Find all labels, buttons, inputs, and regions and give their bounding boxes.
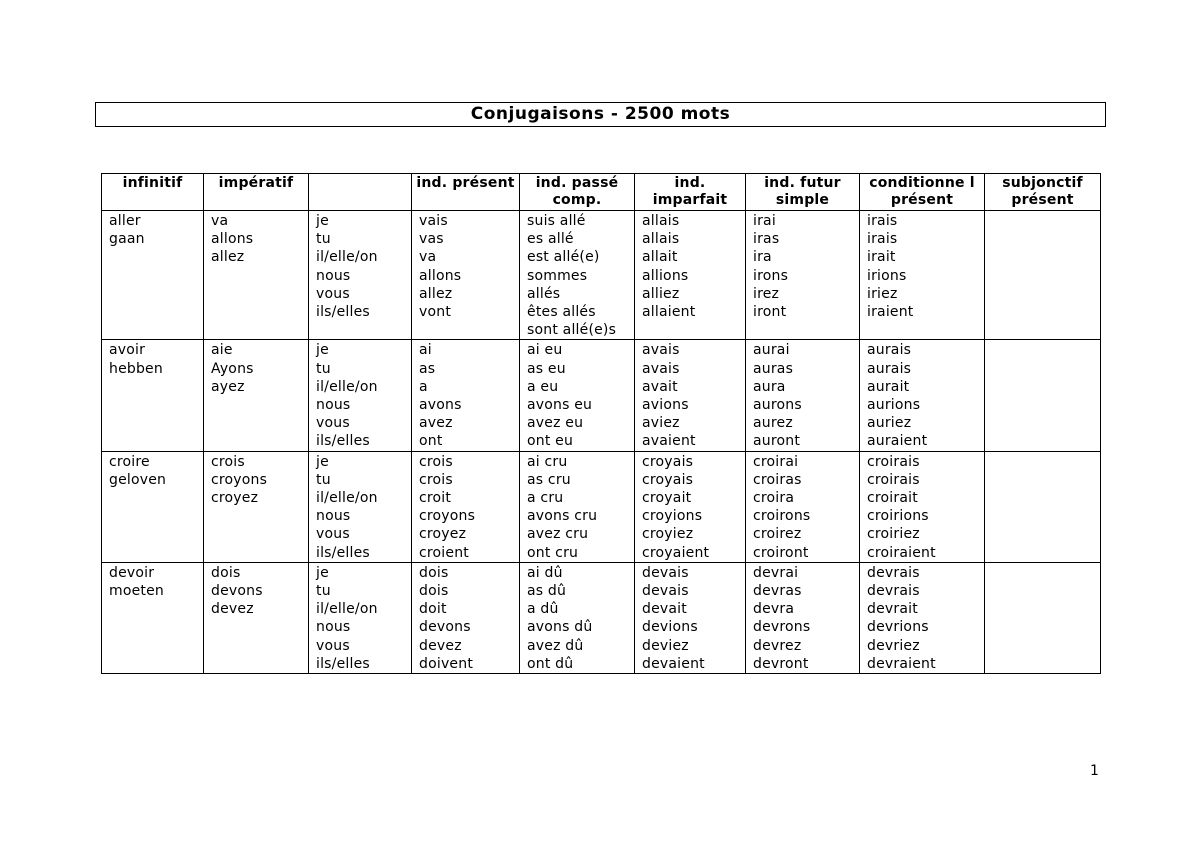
cell-line: ils/elles — [316, 433, 370, 450]
cell-line: ont cru — [527, 544, 579, 561]
cell-line: croyons — [419, 508, 476, 525]
cell-line: croirais — [867, 453, 920, 470]
cell-line: croiriez — [867, 526, 920, 543]
cell-line: allait — [642, 249, 678, 266]
cell-ind-passe-comp — [520, 451, 635, 562]
cell-pronoun — [309, 211, 412, 340]
cell-line: devions — [642, 619, 698, 636]
cell-line: devoir — [109, 564, 155, 581]
cell-line: as dû — [527, 583, 567, 600]
conjugation-table-body — [102, 211, 1101, 674]
cell-line: crois — [419, 453, 453, 470]
cell-line: avons — [419, 397, 462, 414]
cell-line: devrais — [867, 583, 920, 600]
cell-line: aurai — [753, 342, 790, 359]
cell-ind-imparfait — [635, 340, 746, 451]
cell-subjonctif-present — [985, 451, 1101, 562]
cell-line: devra — [753, 601, 795, 618]
cell-line: allez — [211, 249, 245, 266]
cell-line: a — [419, 378, 428, 395]
cell-line: Ayons — [211, 360, 254, 377]
cell-line: a cru — [527, 490, 564, 507]
cell-line: a dû — [527, 601, 559, 618]
cell-line: croyez — [419, 526, 467, 543]
header-subjonctif-present: subjonctif présent — [985, 174, 1101, 211]
cell-line: nous — [316, 267, 351, 284]
table-row — [102, 340, 1101, 451]
cell-line: ils/elles — [316, 655, 370, 672]
cell-line: devrait — [867, 601, 918, 618]
cell-line: irions — [867, 267, 907, 284]
document-title: Conjugaisons - 2500 mots — [95, 102, 1106, 127]
cell-imperatif — [204, 340, 309, 451]
cell-line: aurais — [867, 360, 912, 377]
cell-line: ont — [419, 433, 443, 450]
cell-line: je — [316, 453, 329, 470]
cell-line: devront — [753, 655, 809, 672]
cell-line: est allé(e) — [527, 249, 600, 266]
cell-line: moeten — [109, 583, 164, 600]
cell-line: as eu — [527, 360, 566, 377]
cell-subjonctif-present — [985, 562, 1101, 673]
cell-imperatif — [204, 211, 309, 340]
cell-line: a eu — [527, 378, 559, 395]
cell-line: croyaient — [642, 544, 710, 561]
cell-line: aurez — [753, 415, 793, 432]
header-conditionnel-present: conditionne l présent — [860, 174, 985, 211]
cell-line: irait — [867, 249, 896, 266]
cell-line: irons — [753, 267, 789, 284]
cell-line: croyais — [642, 471, 694, 488]
header-ind-passe-comp: ind. passé comp. — [520, 174, 635, 211]
table-row — [102, 562, 1101, 673]
cell-line: croirais — [867, 471, 920, 488]
cell-line: es allé — [527, 231, 574, 248]
cell-line: devriez — [867, 637, 920, 654]
cell-line: aie — [211, 342, 233, 359]
cell-line: allons — [211, 231, 254, 248]
header-pronoun — [309, 174, 412, 211]
cell-line: croira — [753, 490, 795, 507]
cell-line: nous — [316, 397, 351, 414]
cell-line: iras — [753, 231, 780, 248]
cell-line: devrions — [867, 619, 929, 636]
cell-line: aurais — [867, 342, 912, 359]
cell-line: il/elle/on — [316, 490, 378, 507]
cell-ind-imparfait — [635, 451, 746, 562]
header-infinitif: infinitif — [102, 174, 204, 211]
cell-line: avoir — [109, 342, 146, 359]
cell-line: ai cru — [527, 453, 568, 470]
cell-line: croient — [419, 544, 469, 561]
cell-line: tu — [316, 471, 331, 488]
cell-line: croiras — [753, 471, 802, 488]
cell-imperatif — [204, 451, 309, 562]
cell-line: croirait — [867, 490, 918, 507]
cell-line: croyons — [211, 471, 268, 488]
cell-line: il/elle/on — [316, 249, 378, 266]
cell-line: avait — [642, 378, 678, 395]
cell-line: devraient — [867, 655, 936, 672]
cell-line: ai eu — [527, 342, 563, 359]
cell-infinitif — [102, 562, 204, 673]
cell-line: auraient — [867, 433, 928, 450]
cell-line: va — [211, 213, 229, 229]
cell-line: allaient — [642, 304, 696, 321]
cell-line: ils/elles — [316, 304, 370, 321]
cell-line: auront — [753, 433, 801, 450]
cell-line: deviez — [642, 637, 689, 654]
cell-ind-present — [412, 562, 520, 673]
cell-line: devais — [642, 583, 689, 600]
cell-line: croirez — [753, 526, 802, 543]
cell-line: aurait — [867, 378, 910, 395]
cell-ind-futur-simple — [746, 562, 860, 673]
cell-ind-present — [412, 340, 520, 451]
cell-line: avions — [642, 397, 689, 414]
cell-line: iront — [753, 304, 787, 321]
cell-line: crois — [211, 453, 245, 470]
cell-subjonctif-present — [985, 340, 1101, 451]
cell-line: il/elle/on — [316, 601, 378, 618]
cell-line: aurions — [867, 397, 921, 414]
cell-line: ai dû — [527, 564, 563, 581]
cell-line: je — [316, 342, 329, 359]
table-row — [102, 211, 1101, 340]
cell-line: dois — [419, 564, 449, 581]
cell-ind-imparfait — [635, 562, 746, 673]
cell-line: nous — [316, 508, 351, 525]
cell-line: dois — [211, 564, 241, 581]
table-row — [102, 451, 1101, 562]
cell-line: devrons — [753, 619, 811, 636]
cell-ind-imparfait — [635, 211, 746, 340]
cell-line: allais — [642, 231, 680, 248]
cell-line: allés — [527, 285, 561, 302]
cell-line: devais — [642, 564, 689, 581]
cell-line: tu — [316, 231, 331, 248]
cell-line: devait — [642, 601, 687, 618]
page-number: 1 — [1090, 763, 1099, 779]
cell-line: je — [316, 564, 329, 581]
cell-line: devez — [211, 601, 254, 618]
cell-line: croiraient — [867, 544, 936, 561]
cell-line: gaan — [109, 231, 145, 248]
cell-line: auriez — [867, 415, 912, 432]
header-ind-imparfait: ind. imparfait — [635, 174, 746, 211]
cell-line: va — [419, 249, 437, 266]
cell-line: ils/elles — [316, 544, 370, 561]
cell-line: allez — [419, 285, 453, 302]
cell-line: devrai — [753, 564, 799, 581]
cell-imperatif — [204, 562, 309, 673]
cell-conditionnel-present — [860, 562, 985, 673]
cell-line: il/elle/on — [316, 378, 378, 395]
cell-line: vais — [419, 213, 448, 229]
cell-conditionnel-present — [860, 211, 985, 340]
cell-pronoun — [309, 562, 412, 673]
cell-line: irai — [753, 213, 776, 229]
cell-line: aura — [753, 378, 786, 395]
cell-line: irais — [867, 231, 898, 248]
cell-line: ont eu — [527, 433, 574, 450]
cell-line: croirons — [753, 508, 811, 525]
cell-line: tu — [316, 583, 331, 600]
cell-line: doivent — [419, 655, 474, 672]
cell-line: croyais — [642, 453, 694, 470]
cell-infinitif — [102, 211, 204, 340]
cell-line: irez — [753, 285, 780, 302]
cell-line: croyez — [211, 490, 259, 507]
cell-infinitif — [102, 451, 204, 562]
cell-line: sont allé(e)s — [527, 322, 617, 339]
cell-subjonctif-present — [985, 211, 1101, 340]
cell-line: vas — [419, 231, 444, 248]
cell-ind-passe-comp — [520, 211, 635, 340]
cell-line: avais — [642, 360, 680, 377]
cell-pronoun — [309, 340, 412, 451]
cell-line: aller — [109, 213, 141, 229]
cell-line: croiront — [753, 544, 809, 561]
cell-line: avaient — [642, 433, 696, 450]
cell-line: devaient — [642, 655, 705, 672]
cell-line: sommes — [527, 267, 588, 284]
cell-line: aviez — [642, 415, 680, 432]
cell-line: croyait — [642, 490, 692, 507]
cell-infinitif — [102, 340, 204, 451]
cell-line: allions — [642, 267, 689, 284]
cell-line: avez dû — [527, 637, 584, 654]
cell-line: croyiez — [642, 526, 694, 543]
cell-line: croirions — [867, 508, 929, 525]
cell-line: devrez — [753, 637, 802, 654]
cell-line: avez cru — [527, 526, 589, 543]
cell-line: crois — [419, 471, 453, 488]
cell-line: ira — [753, 249, 772, 266]
cell-line: dois — [419, 583, 449, 600]
cell-line: ont dû — [527, 655, 574, 672]
cell-line: nous — [316, 619, 351, 636]
cell-line: vous — [316, 526, 350, 543]
cell-line: aurons — [753, 397, 802, 414]
cell-line: vont — [419, 304, 452, 321]
cell-ind-futur-simple — [746, 451, 860, 562]
cell-line: as cru — [527, 471, 571, 488]
cell-conditionnel-present — [860, 340, 985, 451]
cell-line: doit — [419, 601, 447, 618]
cell-line: croire — [109, 453, 150, 470]
cell-ind-passe-comp — [520, 562, 635, 673]
cell-line: croit — [419, 490, 452, 507]
cell-line: avons cru — [527, 508, 598, 525]
cell-line: avez — [419, 415, 453, 432]
cell-line: vous — [316, 415, 350, 432]
header-imperatif: impératif — [204, 174, 309, 211]
cell-line: suis allé — [527, 213, 586, 229]
cell-ind-present — [412, 451, 520, 562]
cell-line: devrais — [867, 564, 920, 581]
cell-line: devras — [753, 583, 802, 600]
cell-ind-futur-simple — [746, 211, 860, 340]
cell-line: devons — [419, 619, 471, 636]
cell-line: vous — [316, 285, 350, 302]
cell-ind-present — [412, 211, 520, 340]
cell-pronoun — [309, 451, 412, 562]
cell-conditionnel-present — [860, 451, 985, 562]
cell-line: croirai — [753, 453, 799, 470]
cell-line: allais — [642, 213, 680, 229]
cell-line: devez — [419, 637, 462, 654]
cell-line: croyions — [642, 508, 703, 525]
cell-line: auras — [753, 360, 794, 377]
header-ind-present: ind. présent — [412, 174, 520, 211]
cell-line: devons — [211, 583, 263, 600]
cell-line: iraient — [867, 304, 914, 321]
cell-line: ayez — [211, 378, 245, 395]
cell-line: as — [419, 360, 436, 377]
cell-line: hebben — [109, 360, 163, 377]
cell-line: geloven — [109, 471, 167, 488]
cell-ind-passe-comp — [520, 340, 635, 451]
cell-ind-futur-simple — [746, 340, 860, 451]
cell-line: irais — [867, 213, 898, 229]
cell-line: je — [316, 213, 329, 229]
cell-line: avons dû — [527, 619, 593, 636]
cell-line: ai — [419, 342, 432, 359]
cell-line: êtes allés — [527, 304, 596, 321]
conjugation-table — [101, 173, 1101, 674]
cell-line: avais — [642, 342, 680, 359]
cell-line: alliez — [642, 285, 680, 302]
cell-line: allons — [419, 267, 462, 284]
cell-line: tu — [316, 360, 331, 377]
cell-line: avons eu — [527, 397, 593, 414]
cell-line: avez eu — [527, 415, 584, 432]
header-row — [102, 174, 1101, 211]
cell-line: iriez — [867, 285, 898, 302]
header-ind-futur-simple: ind. futur simple — [746, 174, 860, 211]
cell-line: vous — [316, 637, 350, 654]
